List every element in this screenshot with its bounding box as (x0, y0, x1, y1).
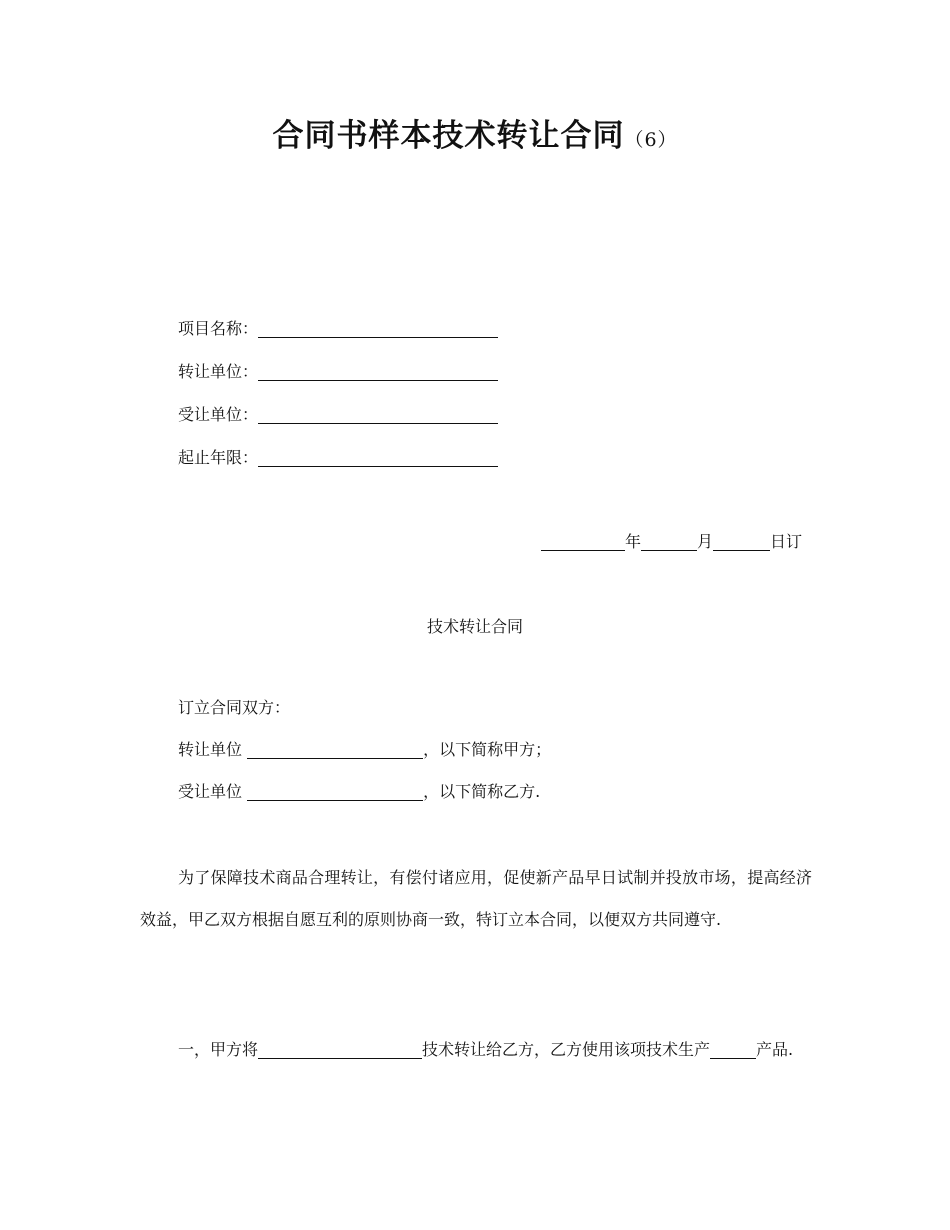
preamble-paragraph: 为了保障技术商品合理转让，有偿付诸应用，促使新产品早日试制并投放市场，提高经济效益，甲乙双方根据自愿互利的原则协商一致，特订立本合同，以便双方共同遵守. (140, 868, 812, 929)
party-suffix: ，以下简称甲方； (423, 740, 552, 759)
field-label: 转让单位： (178, 362, 259, 381)
project-name-field (178, 317, 498, 341)
blank-line (258, 405, 498, 424)
blank-line (258, 448, 498, 467)
blank-line (258, 319, 498, 338)
product-blank (710, 1040, 756, 1059)
day-blank (713, 532, 770, 551)
parties-heading: 订立合同双方： (178, 698, 291, 717)
year-label: 年 (625, 532, 642, 551)
term-field (178, 446, 498, 470)
clause-middle: 技术转让给乙方，乙方使用该项技术生产 (422, 1040, 711, 1059)
transferee-party-line (178, 780, 540, 804)
transferee-field (178, 403, 498, 427)
field-label: 受让单位： (178, 405, 259, 424)
clause-1-paragraph (140, 1029, 812, 1071)
signing-date (541, 530, 802, 554)
field-label: 项目名称： (178, 319, 259, 338)
day-label: 日订 (770, 532, 803, 551)
transferor-field (178, 360, 498, 384)
transferor-party-line (178, 738, 551, 762)
contract-title: 技术转让合同 (426, 617, 523, 636)
title-suffix: （6） (624, 129, 678, 151)
technology-blank (258, 1040, 422, 1059)
party-label: 转让单位 (178, 740, 243, 759)
document-title (0, 110, 950, 155)
clause-prefix: 一，甲方将 (178, 1040, 259, 1059)
field-label: 起止年限： (178, 448, 259, 467)
month-blank (641, 532, 697, 551)
year-blank (541, 532, 625, 551)
party-label: 受让单位 (178, 782, 243, 801)
blank-line (258, 362, 498, 381)
blank-line (247, 782, 423, 801)
clause-end: 产品. (756, 1040, 794, 1059)
month-label: 月 (697, 532, 714, 551)
blank-line (247, 740, 423, 759)
party-suffix: ，以下简称乙方. (423, 782, 541, 801)
title-main: 合同书样本技术转让合同 (272, 118, 625, 154)
